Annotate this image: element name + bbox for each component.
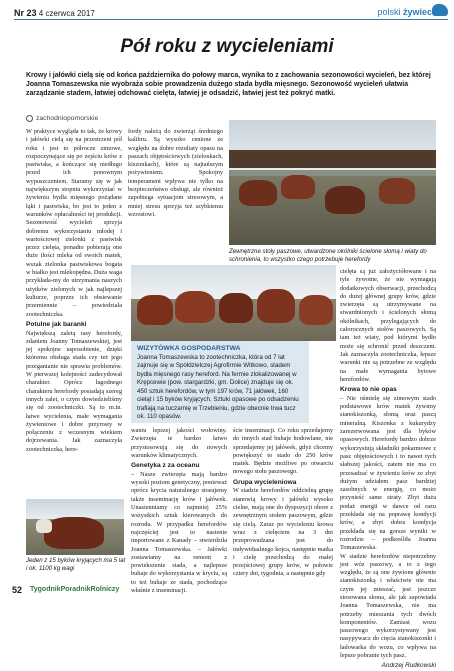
- issue-date: 4 czerwca 2017: [38, 9, 95, 18]
- paragraph: – Nie ośmielę się zimowym stado podstawowe krów matek żywimy sianokiszonką, słomą oraz paszą mineralną. Kiszonka z kukurydzy zarezerwowana jest dla byków opasowych. Herefordy bardzo dobrze wykorzystują składniki pokarmowe z pasz objętościowych i to nawet tych słabszej jakości, zatem nie ma co przesadzać w żywieniu krów ze zbyt dużym udziałem pasz bardziej zasobnych w energię, co może przynieść same straty. Zbyt duża podaż energii w dawce od razu przekłada się na poprawę kondycji krów, a zbyt dobra kondycja przekłada się na gorsze wyniki w rozrodzie – podkreśliła Joanna Tomaszewska.: [340, 394, 436, 552]
- photo-caption-bull: Jeden z 15 byków kryjących ma 5 lat i ok. 1100 kg wagi: [26, 557, 126, 572]
- farm-info-box: [131, 341, 309, 423]
- paragraph: waniu lepszej jakości wołowiny. Zwierzęta te bardzo łatwo przystosowują się do nowych warunków klimatycznych.: [131, 427, 227, 459]
- subheading: Potulne jak baranki: [26, 320, 87, 328]
- paragraph: cielęta są już założyciółowane i na tyle żywotne, że nie wymagają dodatkowych obserwacji, przechodzą do dużej głównej grupy krów, gdzie zwierzęta są utrzymywane na stwardnionych i ścielonych słomą okólnikach, przylegających do całorocznych stołów paszowych. Są tam też wiaty, pod którymi bydło może się schronić przed deszczem. Jak zaznaczyła zootechniczka, łepsze warunki nie są potrzebne ze względu na małe wymagania bytowe herefordów.: [340, 268, 436, 383]
- photo-caption: Zewnętrzne stoły paszowe, utwardzone okólniki ścielone słomą i wiaty do schronienia, to wszystko czego potrzebuje herefordy: [229, 248, 427, 263]
- location-pin-icon: [26, 115, 33, 122]
- header-divider: [14, 19, 448, 20]
- subheading: Genetyka z za oceanu: [131, 462, 200, 470]
- region-label: zachodniopomorskie: [36, 115, 99, 122]
- info-box-title: WIZYTÓWKA GOSPODARSTWA: [137, 345, 241, 352]
- paragraph: fordy należą do zwierząt średniego kalibru. Są wysoko cenione ze względu na dobre rezultaty opasu na paszach objętościowych (zielonkach, kiszonkach), które są najtańszym pożywieniem. Spokojny temperament wpływa nie tylko na bezpieczeństwo obsługi, ale również zapobiega sytuacjom stresowym, a mniej stresu sprzyja też szybkiemu wzrostowi.: [128, 128, 223, 218]
- column-2-bottom: [131, 427, 227, 595]
- column-3-bottom: [233, 427, 333, 582]
- brand-name: żywiec: [402, 7, 432, 17]
- article-title: Pół roku z wycieleniami: [120, 36, 334, 57]
- author-signature: Andrzej Rudkowski: [381, 662, 436, 670]
- paragraph: W praktyce wygląda to tak, że krowy i jałówki cielą się na przestrzeni pół roku i jest to półrocze zimowe, rozpoczynające się po zejściu krów z pastwiska, a kończące się niedługo przed ich ponownym wypuszczeniem. Staramy się w jak największym stopniu wykorzystać w żywieniu bydła mięsnego pożądane łąki i pastwiska, bo jest to jeden z warunków opłacalności tej produkcji. Sezonowość wycieleń sprzyja dobremu wykorzystaniu młodej i wartościowej zielonki z pastwisk przez cielęta, ponadto pobierają one duże ilości mleka od swoich matek, wszak zielonka pastwiskowa bogata w białko jest mlekopędna. Duża waga przykłada-my do utrzymania naszych użytków zielonych w jak najlepszej kulturze, poprzez ich obsiewanie przemiennie – powiedziała zootechniczka.: [26, 128, 122, 318]
- paragraph: Największą zaletą rasy herefordy, zdaniem Joanny Tomaszewskiej, jest jej spokojne usposobienie, dzięki któremu obsługa stada czy też jego przeganianie nie sprawia problemów. W pierwszej kolejności zadecydował charakter. Oprócz łagodnego charakteru herefordy posiadają szereg innych zalet, o czym dowiedzieliśmy się od zootechniczki. Są to m.in. łatwe wycielenia, małe wymagania żywieniowe i dobre przyrosty w połączeniu z wczesnym wiekiem dojrzewania. Jak zaznaczyła zootechniczka, here-: [26, 329, 122, 453]
- info-box-text: Joanna Tomaszewska to zootechniczka, która od 7 lat zajmuje się w Spółdzielczej Agrofirmie Witkowo, stadem bydła mięsnego rasy hereford. Na fermie zlokalizowanej w Krępcewie (pow. stargardzki, gm. Dolice) znajduje się ok. 450 sztuk herefordów, w tym 197 krów, 71 jałówek, 160 cieląt i 15 byków kryjących. Sztuki opasowe po odsadzeniu trafiają na tuczarnię w Trzebieniu, gdzie obecnie trwa tucz ok. 110 opasów.: [137, 354, 299, 420]
- region-tag: [26, 115, 98, 122]
- article-lead: Krowy i jałówki cielą się od końca października do połowy marca, wynika to z zachowania sezonowości wycieleń, bez której Joanna Tomaszewska nie wyobraża sobie prowadzenia dużego stada bydła mięsnego. Sezonowość wycieleń ułatwia zarządzanie stadem, łatwiej odchować cielęta, łatwiej je odsadzić, łatwiej jest też pokryć matki.: [26, 72, 431, 98]
- paragraph: W stadzie herefordów niepotrzebny jest wóz paszowy, a to z tego względu, że są one żywione głównie sianokiszonką i właściwie nie ma czym jej mieszać, jest jeszcze stosowana słoma, ale jak zapowiada Joanna Tomaszewska, nie ma potrzeby mieszania tych dwóch komponentów. Zamiast wozu paszowego wykorzystywany jest nasypywacz do cięcia sianokiszonki i ładowarka do wozu, co wpływa na lepsze pobranie tych pasz.: [340, 552, 436, 660]
- section-brand: [377, 7, 432, 17]
- photo-bull: [26, 499, 124, 555]
- paragraph: ście inseminacji. Co roku sprzedajemy do innych stad buhaje hodowlane, nie sprzedajemy jej jałówek, gdyż chcemy powiększyć to stado do 250 krów matek. Będzie możliwe po otwarciu nowego stołu paszowego.: [233, 427, 333, 476]
- photo-herd: [131, 265, 336, 341]
- photo-feeding-yard: [229, 120, 436, 245]
- magazine-logo: TygodnikPoradnikRolniczy: [30, 586, 120, 593]
- subheading: Grupa wycieleniowa: [233, 478, 297, 486]
- page-number: 52: [12, 585, 23, 595]
- issue-number: Nr 23: [14, 8, 37, 18]
- bison-icon: [432, 4, 448, 16]
- column-1: [26, 128, 122, 500]
- brand-prefix: polski: [377, 7, 401, 17]
- paragraph: W stadzie herefordów oddzielną grupę stanowią krowy i jałówki wysoko cielne, mają one do dyspozycji obore z zewnętrznym stołem paszowym, gdzie się cielą. Zaraz po wycieleniu krowa wraz z cielęciem na 3 dni przeprowadzana jest do indywidualnego kojca, następnie matka i cielę przechodzą do małej przejściowej grupy krów, w połowie cztery dni, tygodnia, a następnie gdy: [233, 487, 333, 578]
- column-4: [340, 268, 436, 670]
- subheading: Krowa to nie opas: [340, 386, 397, 394]
- issue-info: [14, 8, 95, 18]
- paragraph: – Nasze zwierzęta mają bardzo wysoki poziom genetyczny, ponieważ oprócz krycia naturalnego stosujemy także inseminację krów i jałówek. Unasienniamy co najmniej 25% wszystkich sztuk kierowanych do rozrodu. W przypadku herefordów najczęściej jest to nasienie importowane z Kanady – stwierdziła Joanna Tomaszewska. – Jałówki zostawiamy na remont z powiekszenie stada, a najlepsze buhaje do wykorzystania w kryciu, są to też buhaje ze stada, pochodzące właśnie z inseminacji.: [131, 470, 227, 595]
